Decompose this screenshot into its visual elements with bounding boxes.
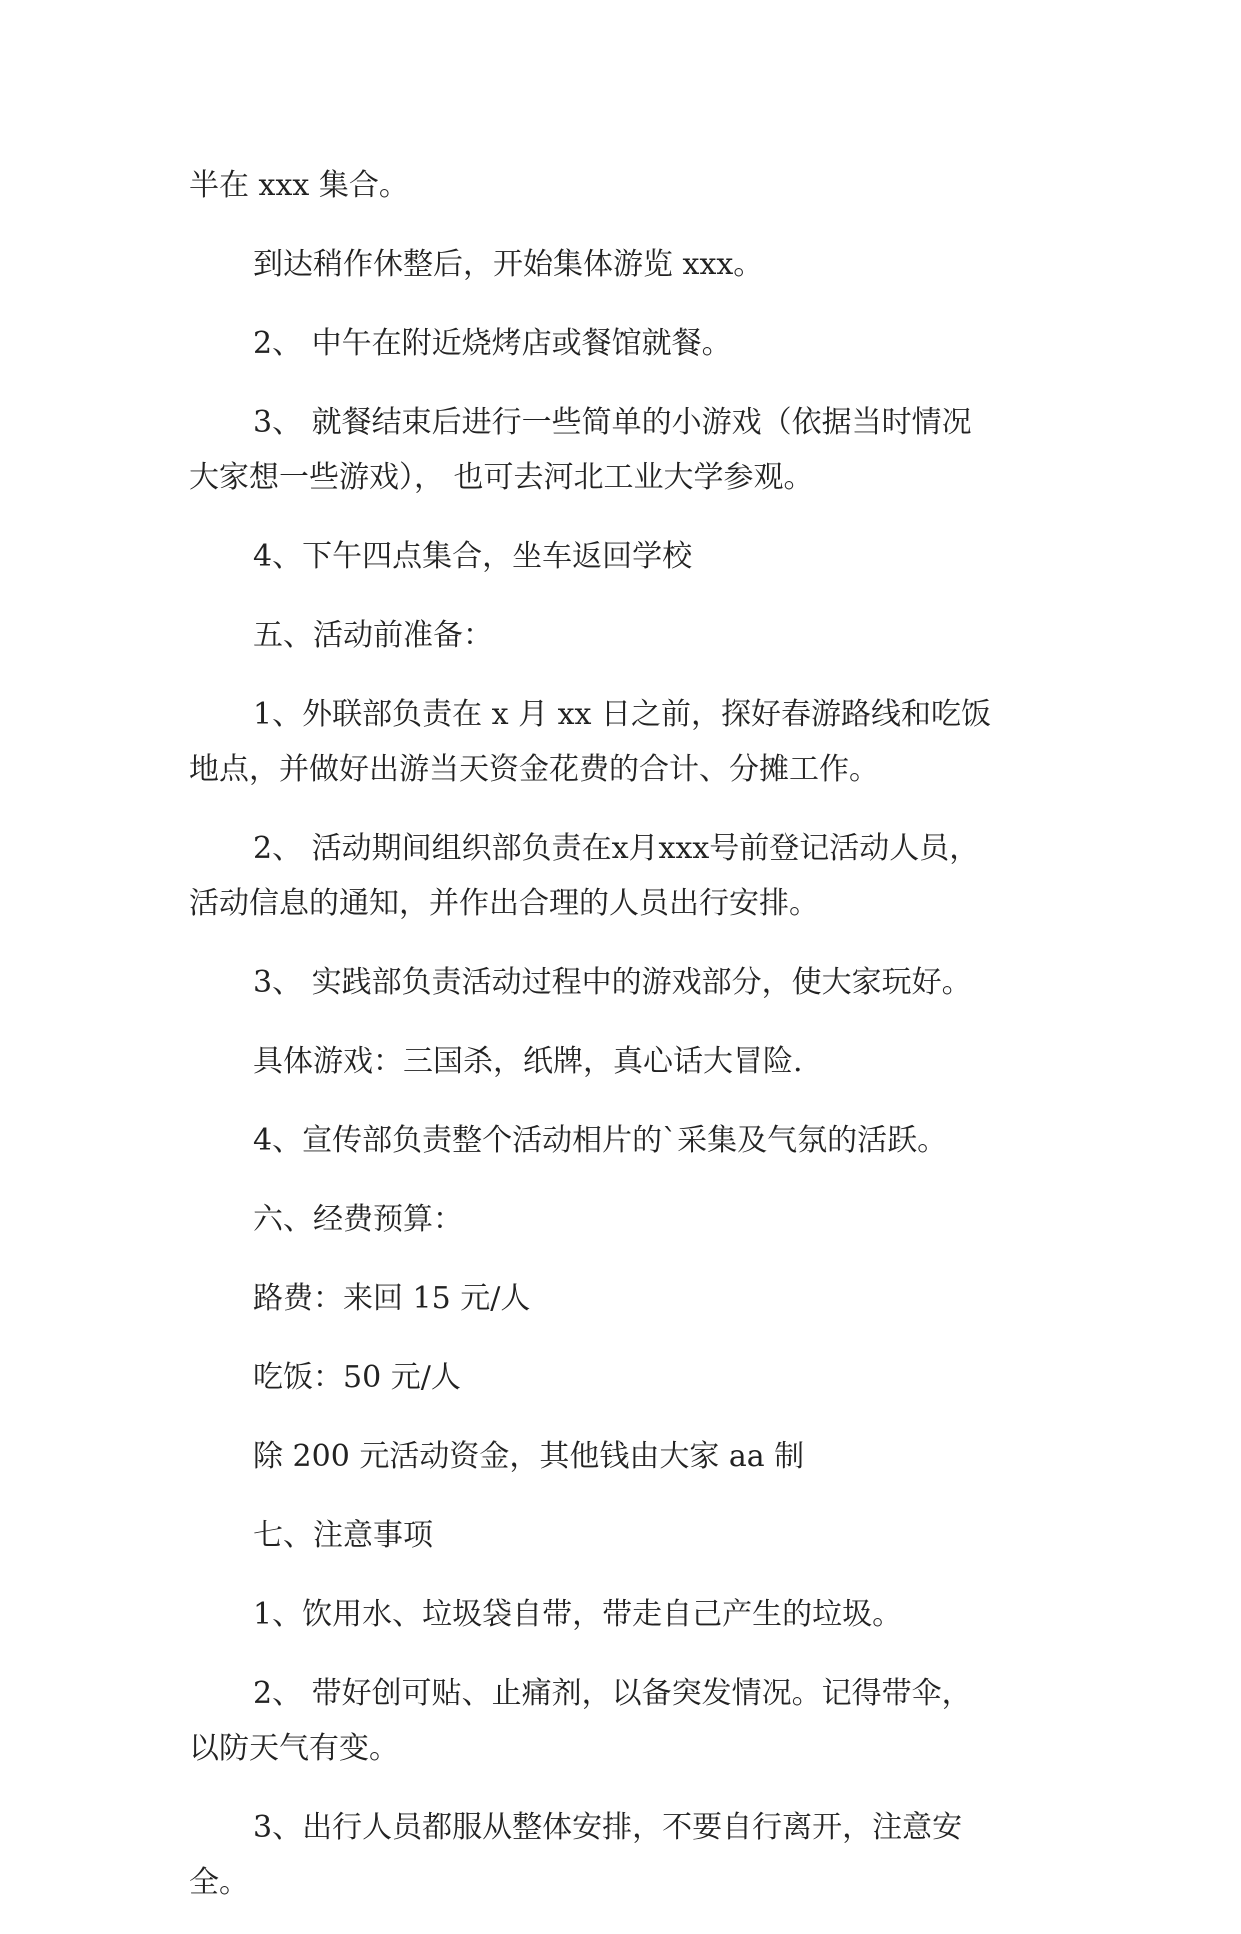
text-line: 具体游戏：三国杀，纸牌，真心话大冒险.: [253, 1044, 803, 1079]
paragraph: [189, 237, 1069, 292]
paragraph: [189, 316, 1069, 371]
text-line: 2、 带好创可贴、止痛剂，以备突发情况。记得带伞，: [253, 1676, 972, 1711]
paragraph: [189, 821, 1069, 931]
text-line: 4、下午四点集合，坐车返回学校: [253, 539, 693, 574]
text-line: 1、饮用水、垃圾袋自带，带走自己产生的垃圾。: [253, 1597, 903, 1632]
paragraph: [189, 1350, 1069, 1405]
text-line: 3、出行人员都服从整体安排，不要自行离开，注意安: [253, 1810, 963, 1845]
text-line: 活动信息的通知，并作出合理的人员出行安排。: [189, 886, 819, 921]
text-line: 半在 xxx 集合。: [189, 168, 409, 203]
paragraph: [189, 1034, 1069, 1089]
text-line: 1、外联部负责在 x 月 xx 日之前，探好春游路线和吃饭: [253, 697, 991, 732]
text-line: 六、经费预算：: [253, 1202, 463, 1237]
paragraph: [189, 158, 1069, 213]
paragraph: [189, 395, 1069, 505]
text-line: 2、 中午在附近烧烤店或餐馆就餐。: [253, 326, 732, 361]
text-line: 地点，并做好出游当天资金花费的合计、分摊工作。: [189, 752, 879, 787]
section-heading: [189, 608, 1069, 663]
paragraph: [189, 1113, 1069, 1168]
paragraph: [189, 1666, 1069, 1776]
paragraph: [189, 1429, 1069, 1484]
text-line: 路费：来回 15 元/人: [253, 1281, 531, 1316]
text-line: 3、 就餐结束后进行一些简单的小游戏（依据当时情况: [253, 405, 972, 440]
text-line: 4、宣传部负责整个活动相片的`采集及气氛的活跃。: [253, 1123, 948, 1158]
paragraph: [189, 1587, 1069, 1642]
text-line: 吃饭：50 元/人: [253, 1360, 461, 1395]
text-line: 到达稍作休整后，开始集体游览 xxx。: [253, 247, 764, 282]
text-line: 五、活动前准备：: [253, 618, 493, 653]
paragraph: [189, 955, 1069, 1010]
paragraph: [189, 529, 1069, 584]
text-line: 全。: [189, 1865, 249, 1900]
section-heading: [189, 1508, 1069, 1563]
text-line: 2、 活动期间组织部负责在x月xxx号前登记活动人员，: [253, 831, 980, 866]
paragraph: [189, 1800, 1069, 1910]
paragraph: [189, 1271, 1069, 1326]
section-heading: [189, 1192, 1069, 1247]
text-line: 3、 实践部负责活动过程中的游戏部分，使大家玩好。: [253, 965, 972, 1000]
text-line: 以防天气有变。: [189, 1731, 399, 1766]
text-line: 除 200 元活动资金，其他钱由大家 aa 制: [253, 1439, 805, 1474]
document-body: [189, 158, 1069, 1934]
paragraph: [189, 687, 1069, 797]
text-line: 大家想一些游戏）， 也可去河北工业大学参观。: [189, 460, 814, 495]
text-line: 七、注意事项: [253, 1518, 433, 1553]
